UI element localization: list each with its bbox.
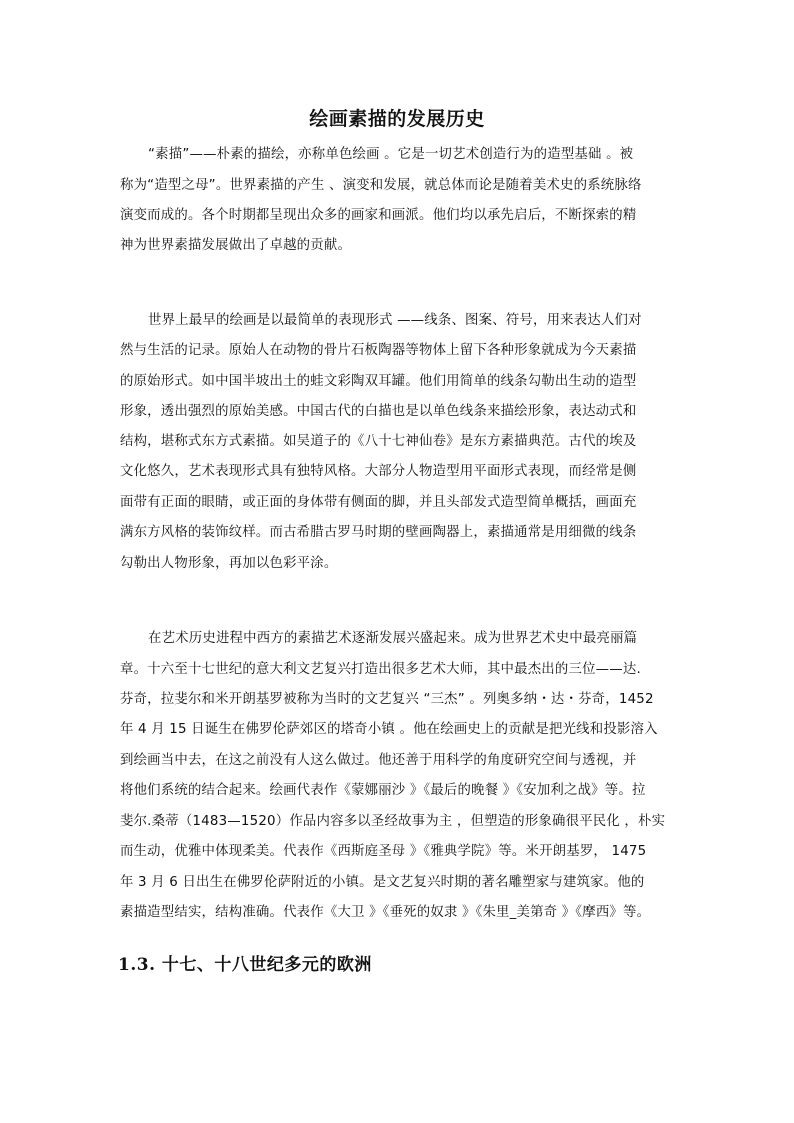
paragraph-1-line-3: 演变而成的。各个时期都呈现出众多的画家和画派。他们均以承先启后，不断探索的精 (120, 208, 637, 223)
paragraph-3-line-2: 章。十六至十七世纪的意大利文艺复兴打造出很多艺术大师，其中最杰出的三位——达. (120, 662, 641, 677)
paragraph-1-line-4: 神为世界素描发展做出了卓越的贡献。 (120, 238, 352, 253)
paragraph-3-line-9: 年 3 月 6 日出生在佛罗伦萨附近的小镇。是文艺复兴时期的著名雕塑家与建筑家。他的 (120, 875, 645, 890)
paragraph-3-line-1: 在艺术历史进程中西方的素描艺术逐渐发展兴盛起来。成为世界艺术史中最亮丽篇 (148, 631, 638, 646)
paragraph-2-line-5: 结构，堪称式东方式素描。如吴道子的《八十七神仙卷》是东方素描典范。古代的埃及 (120, 434, 637, 449)
paragraph-3-line-8: 而生动，优雅中体现柔美。代表作《西斯庭圣母 》《雅典学院》等。米开朗基罗， 1475 (120, 844, 647, 859)
paragraph-3-line-6: 将他们系统的结合起来。绘画代表作《蒙娜丽沙 》《最后的晚餐 》《安加利之战》等。拉 (120, 783, 646, 798)
paragraph-2-line-3: 的原始形式。如中国半坡出土的蛙文彩陶双耳罐。他们用简单的线条勾勒出生动的造型 (120, 374, 637, 389)
paragraph-2-line-2: 然与生活的记录。原始人在动物的骨片石板陶器等物体上留下各种形象就成为今天素描 (120, 343, 637, 358)
paragraph-1-line-1: “素描”——朴素的描绘，亦称单色绘画 。它是一切艺术创造行为的造型基础 。被 (148, 147, 634, 162)
paragraph-2-line-9: 勾勒出人物形象，再加以色彩平涂。 (120, 556, 338, 571)
paragraph-3-line-10: 素描造型结实，结构准确。代表作《大卫 》《垂死的奴隶 》《朱里_美第奇 》《摩西》等。 (120, 905, 651, 920)
paragraph-2-line-4: 形象，透出强烈的原始美感。中国古代的白描也是以单色线条来描绘形象，表达动式和 (120, 404, 637, 419)
paragraph-3-line-5: 到绘画当中去，在这之前没有人这么做过。他还善于用科学的角度研究空间与透视，并 (120, 753, 637, 768)
paragraph-2-line-8: 满东方风格的装饰纹样。而古希腊古罗马时期的壁画陶器上，素描通常是用细微的线条 (120, 525, 637, 540)
paragraph-1-line-2: 称为“造型之母”。世界素描的产生 、演变和发展，就总体而论是随着美术史的系统脉络 (120, 178, 642, 193)
paragraph-3-line-4: 年 4 月 15 日诞生在佛罗伦萨郊区的塔奇小镇 。他在绘画史上的贡献是把光线和投影溶入 (120, 722, 658, 737)
paragraph-2-line-1: 世界上最早的绘画是以最简单的表现形式 ——线条、图案、符号，用来表达人们对 (148, 313, 642, 328)
paragraph-2-line-6: 文化悠久，艺术表现形式具有独特风格。大部分人物造型用平面形式表现，而经常是侧 (120, 464, 637, 479)
paragraph-3-line-3: 芬奇，拉斐尔和米开朗基罗被称为当时的文艺复兴 “三杰” 。列奥多纳・达・芬奇，1452 (120, 692, 654, 707)
section-heading: 1.3. 十七、十八世纪多元的欧洲 (118, 955, 372, 975)
paragraph-2-line-7: 面带有正面的眼睛，或正面的身体带有侧面的脚，并且头部发式造型简单概括，画面充 (120, 495, 637, 510)
document-title: 绘画素描的发展历史 (309, 108, 485, 130)
paragraph-3-line-7: 斐尔.桑蒂（1483—1520）作品内容多以圣经故事为主 ，但塑造的形象确很平民化 ，朴实 (120, 814, 666, 829)
